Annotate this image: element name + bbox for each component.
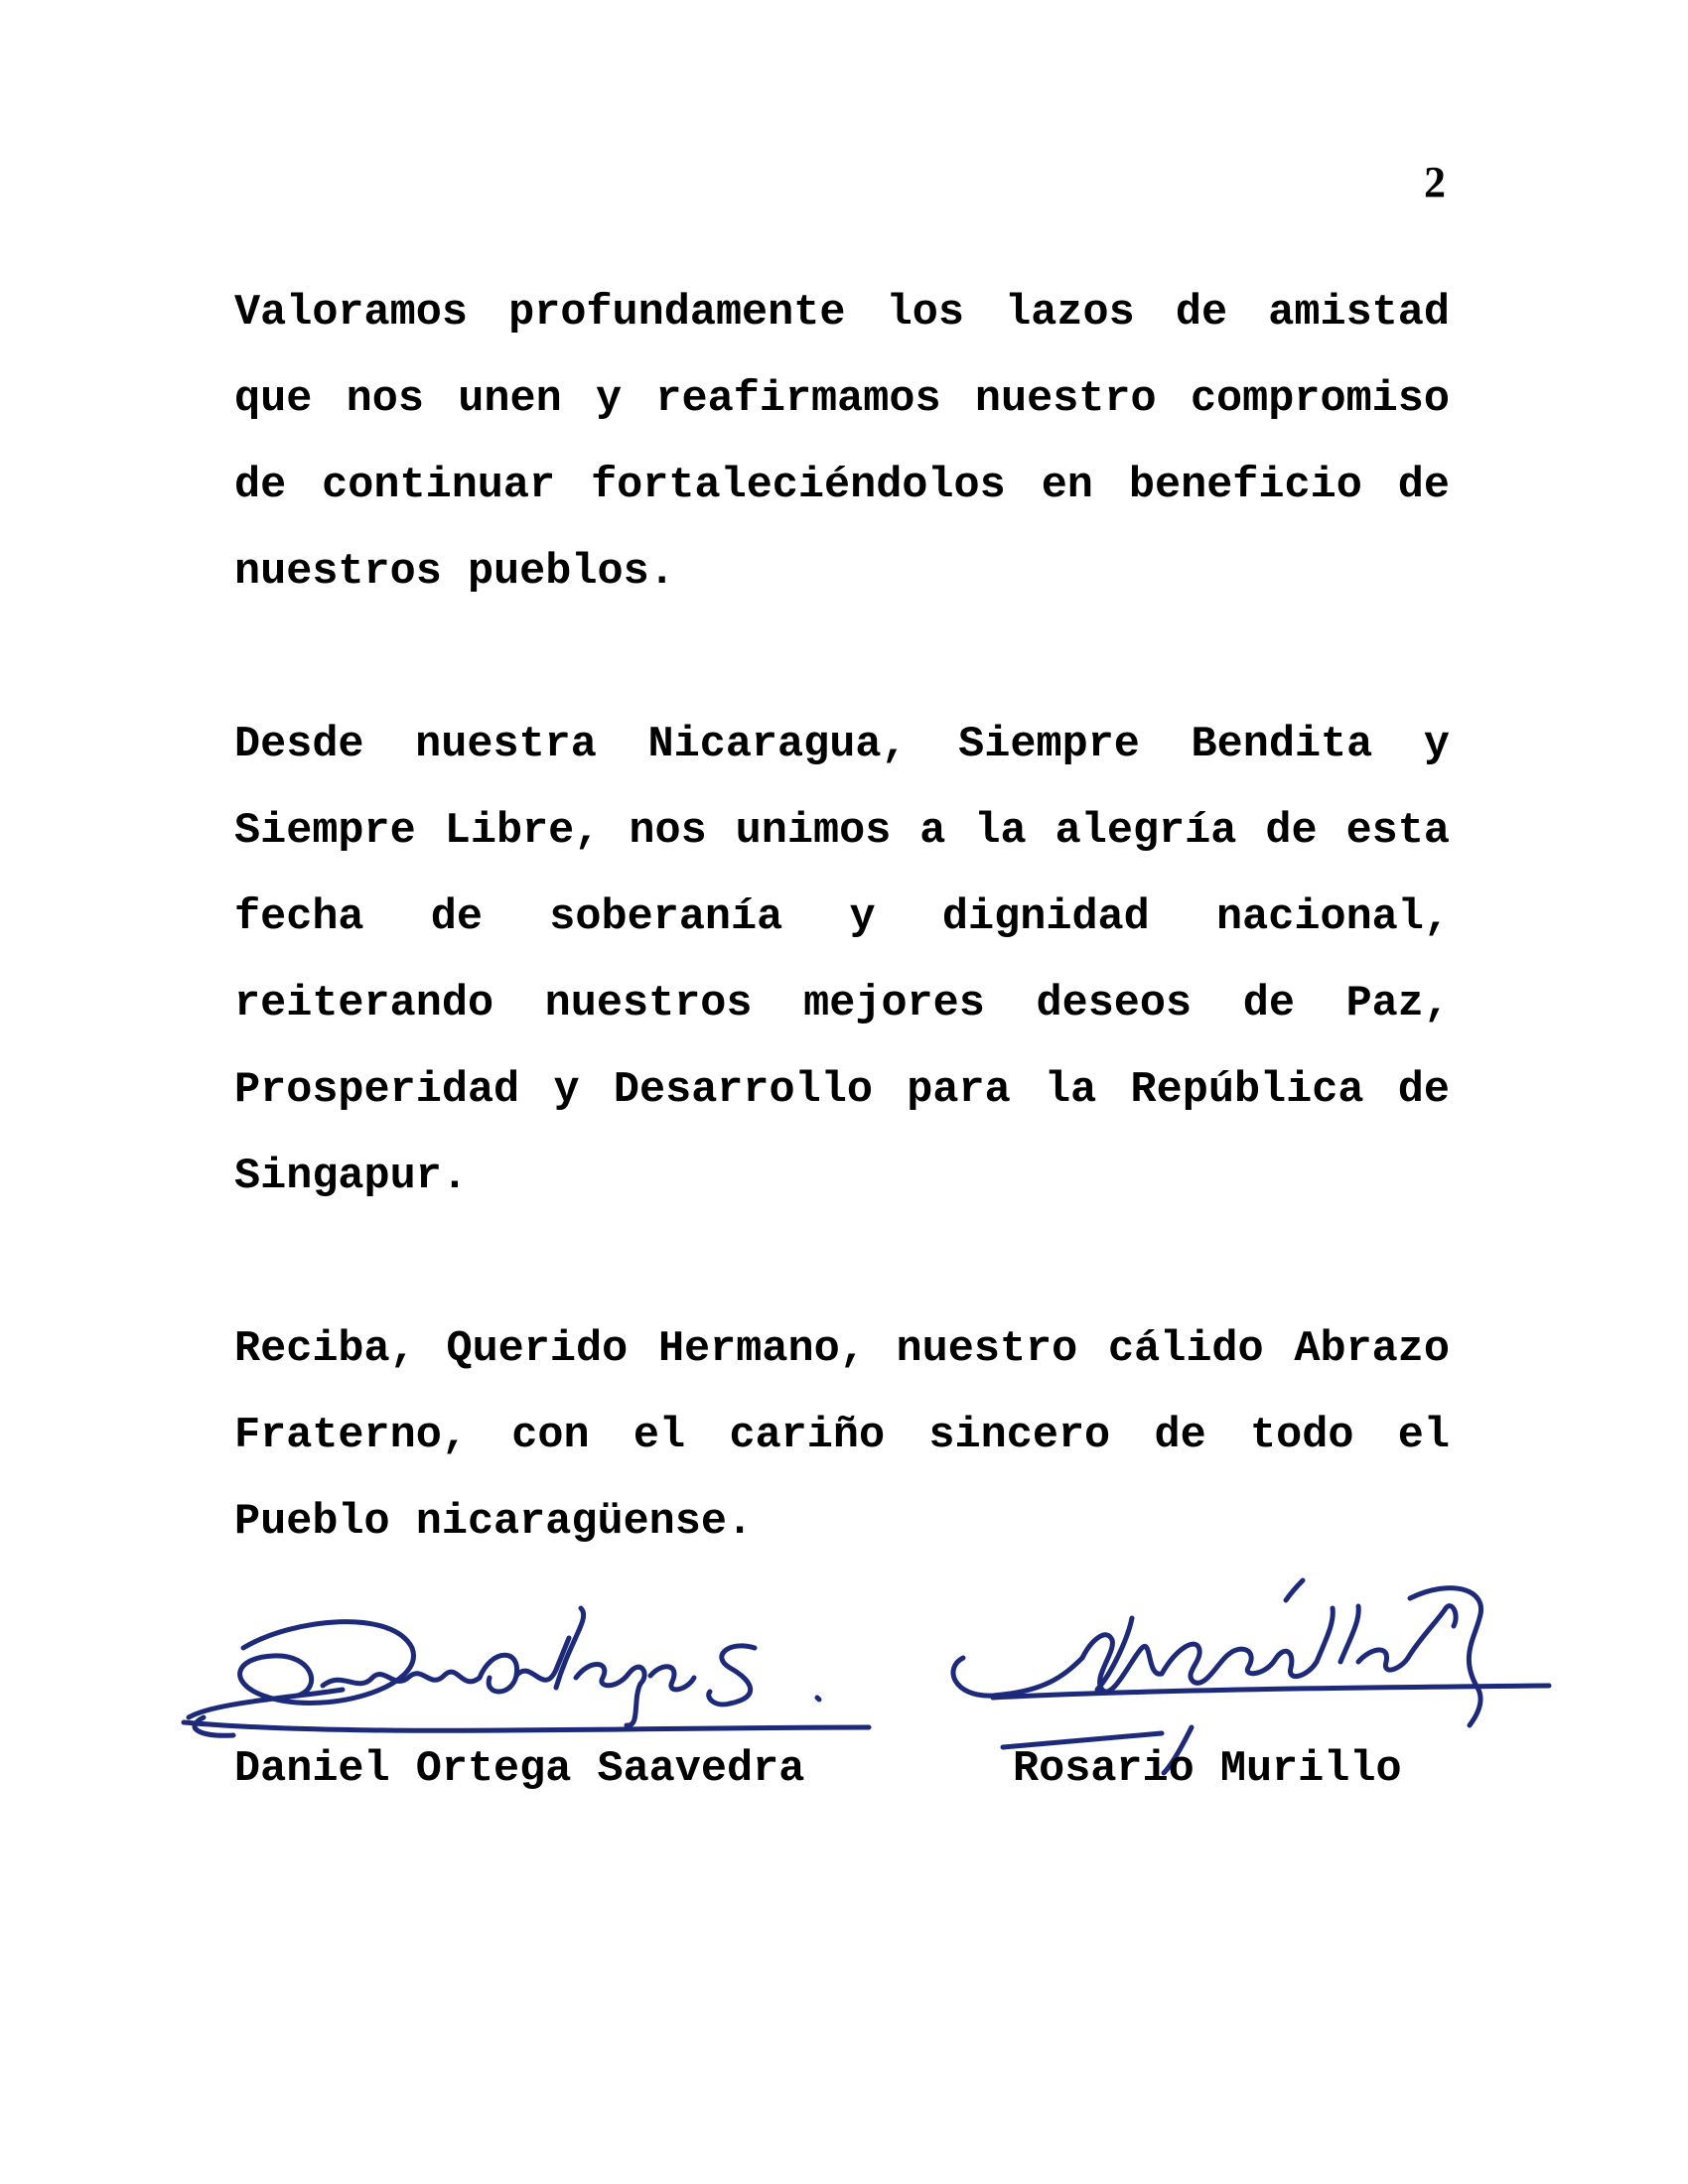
signatory-name-ortega: Daniel Ortega Saavedra	[234, 1745, 805, 1794]
paragraph-greetings: Desde nuestra Nicaragua, Siempre Bendita y Siempre Libre, nos unimos a la alegría de esta fecha de soberanía y dignidad nacional, reiterando nuestros mejores deseos de Paz, Prosperidad y Desarrollo para la República de Singapur.	[234, 721, 1450, 1201]
paragraph-embrace: Reciba, Querido Hermano, nuestro cálido Abrazo Fraterno, con el cariño sincero de todo el Pueblo nicaragüense.	[234, 1325, 1450, 1547]
paragraph-friendship: Valoramos profundamente los lazos de amistad que nos unen y reafirmamos nuestro compromiso de continuar fortaleciéndolos en beneficio de nuestros pueblos.	[234, 289, 1450, 597]
letter-body	[234, 270, 1450, 1566]
signatory-name-murillo: Rosario Murillo	[1013, 1745, 1402, 1794]
page-number: 2	[1424, 158, 1446, 206]
signature-ortega	[174, 1578, 889, 1747]
